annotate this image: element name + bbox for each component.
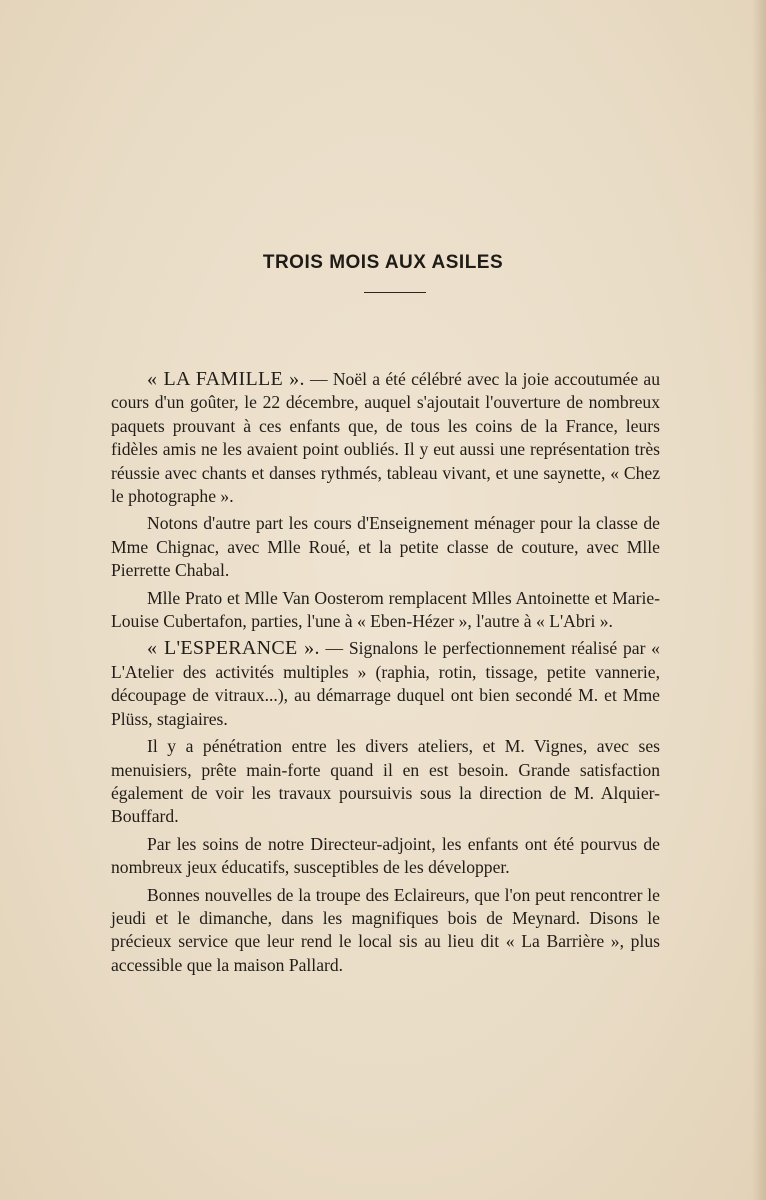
paragraph (111, 884, 660, 978)
paragraph-esperance (111, 637, 660, 731)
section-lead: « LA FAMILLE ». (147, 368, 305, 390)
paragraph (111, 512, 660, 582)
paragraph-text: Mlle Prato et Mlle Van Oosterom remplacent Mlles Antoinette et Marie-Louise Cubertafon, parties, l'une à « Eben-Hézer », l'autre à « L'Abri ». (111, 587, 660, 632)
paragraph (111, 735, 660, 829)
section-lead: « L'ESPERANCE ». (147, 637, 320, 660)
paragraph-text: — Signalons le perfectionnement réalisé par « L'Atelier des activités multiples » (raphia, rotin, tissage, petite vannerie, découpage de vitraux...), au démarrage duquel ont bien secondé M. et Mme Plüss, stagiaires. (111, 638, 660, 729)
paragraph-text: Il y a pénétration entre les divers ateliers, et M. Vignes, avec ses menuisiers, prête main-forte quand il en est besoin. Grande satisfaction également de voir les travaux poursuivis sous la direction de M. Alquier-Bouffard. (111, 736, 660, 827)
paragraph-text: Par les soins de notre Directeur-adjoint, les enfants ont été pourvus de nombreux jeux éducatifs, susceptibles de les développer. (111, 833, 660, 878)
paragraph-text: Notons d'autre part les cours d'Enseignement ménager pour la classe de Mme Chignac, avec Mlle Roué, et la petite classe de couture, avec Mlle Pierrette Chabal. (111, 513, 660, 581)
page-title: TROIS MOIS AUX ASILES (262, 252, 504, 273)
article-body (111, 368, 660, 977)
paragraph-la-famille (111, 368, 660, 508)
paragraph-text: Bonnes nouvelles de la troupe des Eclaireurs, que l'on peut rencontrer le jeudi et le dimanche, dans les magnifiques bois de Meynard. Disons le précieux service que leur rend le local sis au lieu dit « La Barrière », plus accessible que la maison Pallard. (111, 884, 660, 975)
title-rule (364, 292, 426, 293)
paragraph-text: — Noël a été célébré avec la joie accoutumée au cours d'un goûter, le 22 décembre, auquel s'ajoutait l'ouverture de nombreux paquets prouvant à ces enfants que, de tous les coins de la France, leurs fidèles amis ne les avaient point oubliés. Il y eut aussi une représentation très réussie avec chants et danses rythmés, tableau vivant, et une saynette, « Chez le photographe ». (111, 369, 660, 507)
paragraph (111, 833, 660, 880)
paragraph (111, 587, 660, 634)
page-edge-shadow (752, 0, 766, 1200)
